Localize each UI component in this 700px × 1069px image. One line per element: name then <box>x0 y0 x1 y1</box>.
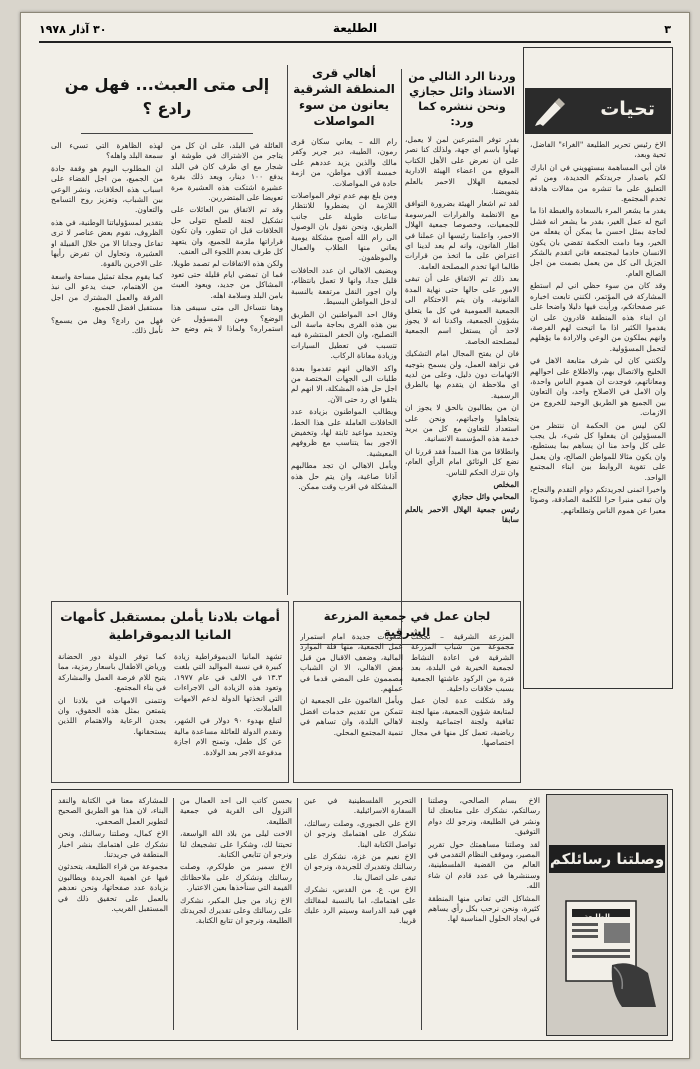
letter-item: المشاكل التي تعاني منها المنطقة كثيرة، ونحن نرحب بكل رأي يساهم في ايجاد الحلول المناسبة لها. <box>428 893 540 924</box>
untilwhen-paragraph: العائلة في البلد، على ان كل من يتاجر من الاشتراك في طوشة او شجار مع اي طرف كان في البلد يدفع ١٠٠ دينار، ويعد ذلك بقرة عشيرة اشتكت هذه العشيرة مرة تعويضا على المتضررين. <box>171 141 283 203</box>
letter-item: بحسن كاتب الى احد العمال من النزول الى القرية في جمعية الطليعة. <box>180 796 292 826</box>
reply-paragraph: بعد ذلك تم الاتفاق على أن تبقى الامور على حالها حتى نهاية المدة القانونية، وان يتم الاحتكام الى الجمعية العمومية في كل ما يتعلق بشؤون الجمعية، واكدنا انه لا يجوز لاحد أن يستغل اسم الجمعية لمصلحته الخاصة. <box>405 274 519 346</box>
untilwhen-headline: إلى متى العبث... فهل من رادع ؟ <box>64 75 270 118</box>
letter-item: الاخ س. ع. من القدس، نشكرك على اهتمامك، اما بالنسبة لمقالتك فهي قيد الدراسة وسيتم الرد عليك قريبا. <box>304 885 416 926</box>
villages-paragraph: ويأمل الاهالي ان تجد مطالبهم آذانا صاغية، وان يتم حل هذه المشكلة في اقرب وقت ممكن. <box>291 461 397 491</box>
newspaper-name: الطليعة <box>332 21 378 35</box>
mothers-paragraph: تشهد المانيا الديموقراطية زيادة كبيرة في نسبة المواليد التي بلغت ١٣.٣ في الالف في عام ١٩٧٧، وتعود هذه الزيادة الى الاجراءات التي اتخذتها الدولة لدعم الامهات العاملات. <box>174 652 282 714</box>
page-header <box>39 19 671 43</box>
villages-paragraph: ويطالب المواطنون بزيادة عدد الحافلات العاملة على هذا الخط، وتحديد مواعيد ثابتة لها، وتخفيض الاجور بما يتناسب مع ظروفهم المعيشية. <box>291 407 397 458</box>
committees-paragraph: المزرعة الشرقية – نجحت مجموعة من شباب المزرعة الشرقية في اعادة النشاط لجمعية الخيرية في البلدة، بعد فترة من الركود عاشتها الجمعية بسبب خلافات داخلية. <box>411 632 514 694</box>
tahiyyat-title: تحيات <box>600 98 655 120</box>
mothers-paragraph: كما توفر الدولة دور الحضانة ورياض الاطفال باسعار رمزية، مما يتيح للام فرصة العمل والمشاركة في بناء المجتمع. <box>58 652 166 693</box>
letters-column-d <box>58 796 168 1032</box>
untilwhen-article <box>51 65 283 595</box>
column-rule <box>173 798 174 1030</box>
untilwhen-paragraph: ولكن هذه الاتفاقات لم تصمد طويلا، فما ان تمضي ايام قليلة حتى تعود المشاكل من جديد، ويعود العبث بامن البلد وسلامة اهله. <box>171 259 283 300</box>
tahiyyat-banner <box>525 88 671 134</box>
committees-headline: لجان عمل في جمعية المزرعة الشرقية <box>300 608 514 645</box>
reply-headline: وردنا الرد التالي من الاستاذ وائل حجازي ونحن ننشره كما ورد: <box>408 70 516 128</box>
letters-section <box>51 789 673 1041</box>
letters-column-b <box>304 796 416 1032</box>
tahiyyat-paragraph: لكن ليس من الحكمة ان ننتظر من المسؤولين ان يفعلوا كل شيء، بل يجب على كل واحد منا ان يساهم بما يستطيع، وان يكون مثالا للمواطن الصالح، وان يعمل على تقوية الروابط بين ابناء المجتمع الواحد. <box>530 420 666 482</box>
letters-banner <box>546 794 668 1036</box>
reply-paragraph: بقدر توفر المتبرعين لمن لا يعمل، تهيأوا باسم اي جهة، ولذلك كنا نصر على ان نعرض على الأهل الكتاب الموقع من اعضاء الهيئة الادارية لجمعية الهلال الاحمر بالعلم بتفويضنا. <box>405 135 519 197</box>
letter-item: لقد وصلتنا مساهمتك حول تقرير المصير، وموقف النظام التقدمي في العالم من القضية الفلسطينية، وسننشرها في عدد قادم ان شاء الله. <box>428 839 540 891</box>
mothers-headline: أمهات بلادنا يأملن بمستقبل كأمهات المانيا الديموقراطية <box>60 609 280 642</box>
untilwhen-paragraph: وهنا نتساءل الى متى سيبقى هذا الوضع؟ ومن المسؤول عن استمراره؟ ولماذا لا يتم وضع حد لهذه الظاهرة التي تسيء الى سمعة البلد واهله؟ <box>51 141 283 333</box>
page-number: ٣ <box>664 23 671 36</box>
letter-item: الاخ سمير من طولكرم، وصلت رسالتك ونشكرك على ملاحظاتك القيمة التي سنأخذها بعين الاعتبار. <box>180 862 292 893</box>
letter-item: الاخ كمال، وصلتنا رسالتك، ونحن نشكرك على اهتمامك بنشر اخبار المنطقة في جريدتنا. <box>58 829 168 860</box>
villages-paragraph: وقال احد المواطنين ان الطريق بين هذه القرى بحاجة ماسة الى التصليح، وان الحفر المنتشرة فيه تتسبب في تعطيل السيارات وزيادة معاناة الركاب. <box>291 309 397 361</box>
tahiyyat-paragraph: فان أبي المساهمة ببستهويني في ان ابارك لكم باصدار جريدتكم الجديدة، ومن ثم التعليق على ما تنشره من مقالات هادفة تخدم المجتمع. <box>530 162 666 204</box>
committees-article <box>293 601 521 783</box>
letter-item: الاخ زياد من جبل المكبر، نشكرك على رسالتك وعلى تقديرك لجريدتك الطليعة، ونرجو ان تتابع الكتابة. <box>180 895 292 926</box>
villages-paragraph: ومن بلغ بهم عدم توفر المواصلات اللازمة ان يضطروا للانتظار ساعات طويلة على جانب الطريق، ونحن نقول بان الوصول الى رام الله أصبح مشكلة يومية يعاني منها الطلاب والعمال والموظفون. <box>291 191 397 263</box>
tahiyyat-column <box>523 47 673 689</box>
mothers-paragraph: لتبلغ بهدوء ٩٠ دولار في الشهر، وتقدم الدولة للعائلة مساعدة مالية عن كل طفل، وتمنح الام اجازة مدفوعة الاجر بعد الولادة. <box>174 716 282 757</box>
tahiyyat-paragraph: الاخ رئيس تحرير الطليعة "الغراء" الفاضل، تحية وبعد، <box>530 140 666 160</box>
issue-date: ٣٠ آذار ١٩٧٨ <box>39 23 107 36</box>
headline-rule <box>81 133 253 134</box>
reply-signoff: المخلص <box>493 480 519 489</box>
tahiyyat-paragraph: ولكنني كان لي شرف متابعة الاهل في الخليج والاتصال بهم، والاطلاع على احوالهم ومعاناتهم، فوجدت ان هموم الناس واحدة، وان الامل في الاصلاح واحد، وان التعاون بين الجميع هو الطريق الوحيد للخروج من الازمات. <box>530 356 666 418</box>
letters-column-a <box>428 796 540 1032</box>
reply-paragraph: لقد تم اشعار الهيئة بضرورة التوافق مع الانظمة والقرارات المرسومة للجمعيات، وخصوصا جمعية الهلال الاحمر، واعلمنا رئيسها ان عملنا في اطار القانون، وانه لم يعد لدينا اي اعتراض على ما اتخذ من قرارات طالما انها تخدم المصلحة العامة. <box>405 199 519 271</box>
committees-text <box>300 632 514 778</box>
reply-author: المحامي وائل حجازي <box>452 492 519 502</box>
letter-item: الاخ بسام الصالحي، وصلتنا رسالتكم، نشكرك على متابعتك لنا ونشر في الطليعة، ونرجو لك دوام التوفيق. <box>428 796 540 837</box>
reply-paragraph: فان لن يفتح المجال امام التشكيك في نزاهة العمل، ولن يسمح بتوجيه الاتهامات دون دليل، وعلى من لديه اي ملاحظة ان يتقدم بها بالطرق الرسمية. <box>405 349 519 400</box>
committees-paragraph: وقد شكلت عدة لجان عمل لمتابعة شؤون الجمعية، منها لجنة ثقافية ولجنة اجتماعية ولجنة رياضية، تعمل كل منها في مجال اختصاصها. <box>411 696 514 748</box>
mothers-paragraph: وتتمنى الامهات في بلادنا ان يتمتعن بمثل هذه الحقوق، وان يجدن الرعاية والاهتمام اللذين يستحقانها. <box>58 695 166 736</box>
column-rule <box>287 65 288 595</box>
tahiyyat-paragraph: واخيرا اتمنى لجريدتكم دوام التقدم والنجاح، وان تبقى منبرا حرا للكلمة الصادقة، وصوتا معبرا عن هموم الناس وتطلعاتهم. <box>530 485 666 515</box>
letters-column-c <box>180 796 292 1032</box>
letter-item: الاخ نعيم من غزة، نشكرك على رسالتك وتقديرك للجريدة، ونرجو ان تبقى على اتصال بنا. <box>304 852 416 882</box>
reply-paragraph: وانطلاقا من هذا المبدأ فقد قررنا ان نضع كل الوثائق امام الرأي العام، وان نترك الحكم للناس. <box>405 446 519 477</box>
mothers-text <box>58 652 282 778</box>
untilwhen-text <box>51 141 283 595</box>
villages-headline: أهالي قرى المنطقة الشرقية يعانون من سوء المواصلات <box>293 66 395 128</box>
column-rule <box>421 798 422 1030</box>
reply-paragraph: ان من يطالبون بالحق لا يجوز ان يتجاهلوا واجباتهم، ونحن على استعداد للتعاون مع كل من يريد خدمة هذه المؤسسة الانسانية. <box>405 403 519 444</box>
reply-author-title: رئيس جمعية الهلال الاحمر بالعلم سابقا <box>405 504 519 525</box>
letter-item: الاخت ليلى من بلاد الله الواسعة، تحيتنا لك، وشكرا على تشجيعك لنا ونرجو ان تتابعي الكتابة. <box>180 829 292 860</box>
villages-paragraph: رام الله – يعاني سكان قرى رمون، الطيبة، دير جرير وكفر مالك والذين يزيد عددهم على خمسة آلاف مواطن، من ازمة حادة في المواصلات. <box>291 137 397 188</box>
untilwhen-paragraph: كما يقوم مجلة تمثيل مساحة واسعة من الاهتمام، حيث يدعو الى نبذ الفرقة والعمل المشترك من اجل مستقبل افضل للجميع. <box>51 271 163 313</box>
mothers-article <box>51 601 289 783</box>
committees-paragraph: صعوبات جديدة امام استمرار عمل الجمعية، منها قلة الموارد المالية، وضعف الاقبال من قبل بعض الاهالي، الا ان الشباب مصممون على المضي قدما في عملهم. <box>300 632 403 694</box>
untilwhen-paragraph: بتقدير لمسؤولياتنا الوطنية، في هذه الظروف، نقوم بعض عناصر لا ترى تفاعل وجدانا الا من خلال القبيلة او العشيرة، وتحاول ان تفرض رأيها على الاخرين بالقوة. <box>51 217 163 269</box>
villages-paragraph: واكد الاهالي انهم تقدموا بعدة طلبات الى الجهات المختصة من اجل حل هذه المشكلة، الا انهم لم يتلقوا اي رد حتى الآن. <box>291 363 397 404</box>
untilwhen-paragraph: فهل من رادع؟ وهل من يسمع؟ نأمل ذلك. <box>51 315 163 335</box>
tahiyyat-text <box>530 140 666 684</box>
column-rule <box>297 798 298 1030</box>
untilwhen-paragraph: وقد تم الاتفاق بين العائلات على تشكيل لجنة للصلح تتولى حل الخلافات قبل ان تتطور، وان تكون قراراتها ملزمة للجميع، وان يتعهد كل طرف بعدم اللجوء الى العنف. <box>171 205 283 257</box>
column-rule <box>401 69 402 685</box>
letters-image-caption: الطليعة <box>584 913 610 921</box>
tahiyyat-paragraph: يقدر ما يشعر المرء بالسعادة والغبطة اذا ما اتيح له عمل الغير، بقدر ما يشعر انه فشل لحاجة بمثل احسن ما يمكن أن يفعله من الخير، وما دامت الحكمة تقضي بان يكون الانسان خادما لمجتمعه فاني اتقدم بالشكر الجزيل الى كل من يعمل بصمت من اجل الصالح العام. <box>530 206 666 278</box>
pen-icon <box>533 96 567 126</box>
letter-item: للمشاركة معنا في الكتابة والنقد البناء، لان هذا هو الطريق الصحيح لتطوير العمل الصحفي. <box>58 796 168 826</box>
untilwhen-paragraph: ان المطلوب اليوم هو وقفة جادة من الجميع، من اجل القضاء على اسباب هذه الخلافات، ونشر الوعي بين الشباب، وتعزيز روح التسامح والتعاون. <box>51 163 163 215</box>
letters-title: وصلتنا رسائلكم <box>549 845 665 873</box>
letter-item: مجموعة من قراء الطليعة، يتحدثون فيها عن اهمية الجريدة ويطالبون بزيادة عدد صفحاتها، ونحن نعدهم بالعمل على تحقيق ذلك في المستقبل القريب. <box>58 862 168 914</box>
tahiyyat-paragraph: وقد كان من سوء حظي اني لم استطع المشاركة في المؤتمر، لكنني تابعت اخباره عبر صفحاتكم، ورأيت فيها دليلا واضحا على ان ابناء هذه المنطقة قادرون على ان يقدموا الكثير اذا ما اتيحت لهم الفرصة، وانهم يملكون من الوعي والارادة ما يؤهلهم لتحمل المسؤولية. <box>530 281 666 353</box>
letter-item: الاخ علي الجبوري، وصلت رسالتك، نشكرك على اهتمامك ونرجو ان تواصل الكتابة الينا. <box>304 818 416 849</box>
committees-paragraph: ويأمل القائمون على الجمعية ان تتمكن من تقديم خدمات افضل لاهالي البلدة، وان تساهم في تنمية المجتمع المحلي. <box>300 696 403 737</box>
newspaper-page <box>20 12 690 1059</box>
villages-paragraph: ويضيف الاهالي ان عدد الحافلات قليل جدا، وانها لا تعمل بانتظام، وان اجور النقل مرتفعة بالنسبة لدخل المواطن البسيط. <box>291 265 397 307</box>
villages-text <box>291 137 397 597</box>
letter-item: التحرير الفلسطينية في عين السفارة الاسرائيلية. <box>304 796 416 816</box>
